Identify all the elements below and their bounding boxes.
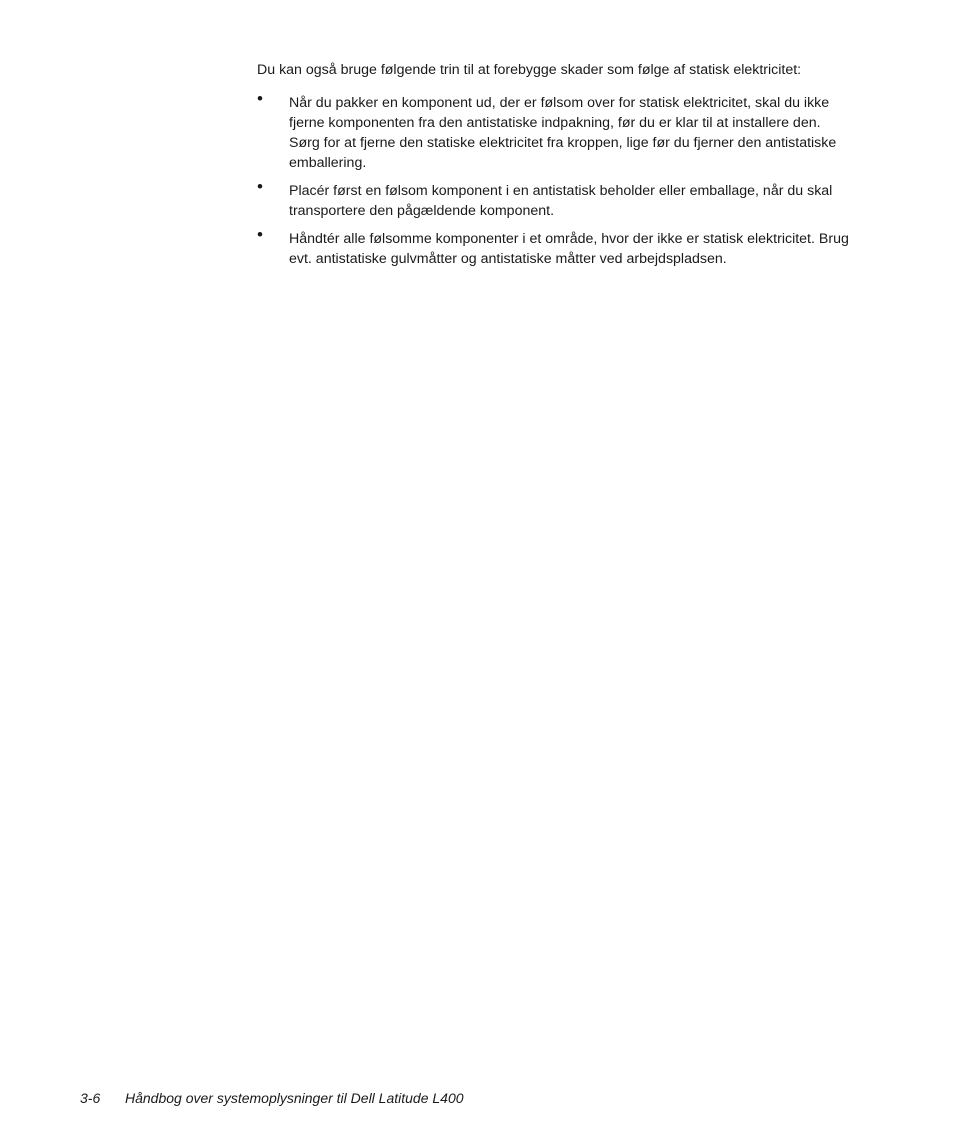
main-content bbox=[257, 60, 853, 277]
list-item-text: Når du pakker en komponent ud, der er følsom over for statisk elektricitet, skal du ikke fjerne komponenten fra den antistatiske indpakning, før du er klar til at installere den. Sørg for at fjerne den statiske elektricitet fra kroppen, lige før du fjerner den antistatiske emballering. bbox=[289, 95, 837, 171]
footer-title: Håndbog over systemoplysninger til Dell Latitude L400 bbox=[125, 1090, 464, 1106]
list-item bbox=[257, 225, 853, 269]
page-footer bbox=[80, 1090, 464, 1106]
list-item bbox=[257, 89, 853, 173]
intro-paragraph: Du kan også bruge følgende trin til at forebygge skader som følge af statisk elektricitet: bbox=[257, 62, 802, 78]
list-item-text: Håndtér alle følsomme komponenter i et område, hvor der ikke er statisk elektricitet. Brug evt. antistatiske gulvmåtter og antistatiske måtter ved arbejdspladsen. bbox=[289, 231, 849, 267]
page-number: 3-6 bbox=[80, 1090, 101, 1106]
bullet-icon: • bbox=[257, 177, 263, 196]
bullet-list bbox=[257, 89, 853, 269]
list-item-text: Placér først en følsom komponent i en antistatisk beholder eller emballage, når du skal transportere den pågældende komponent. bbox=[289, 183, 833, 219]
list-item bbox=[257, 177, 853, 221]
bullet-icon: • bbox=[257, 225, 263, 244]
bullet-icon: • bbox=[257, 89, 263, 108]
